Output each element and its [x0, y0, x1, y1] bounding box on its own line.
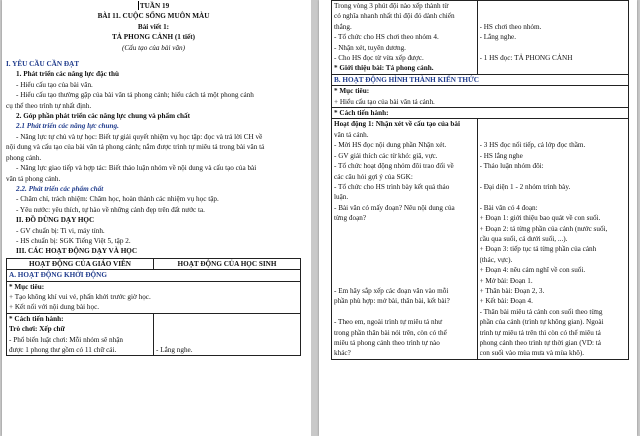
game-title: Trò chơi: Xếp chữ	[9, 325, 65, 334]
text-line: phần của cảnh (trình tự không gian). Ngoài	[479, 318, 604, 327]
lesson-part: Bài viết 1:	[137, 22, 170, 31]
text-line: + Tạo không khí vui vẻ, phấn khởi trước giờ học.	[9, 292, 151, 301]
text-line: + Kết bài: Đoạn 4.	[479, 297, 533, 306]
teacher-cell	[332, 119, 478, 359]
table-row	[332, 1, 629, 75]
text-line: + Đoạn 2: tả từng phần của cảnh (nước suối,	[479, 224, 608, 233]
objective-cell	[332, 86, 629, 108]
section-2-1-heading: 2.1 Phát triển các năng lực chung.	[16, 122, 119, 131]
text-line: - Hiểu cấu tạo của bài văn.	[16, 80, 93, 89]
text-line: - Tổ chức cho HS trình bày kết quả thảo	[334, 182, 450, 191]
page-gutter	[311, 0, 319, 436]
text-line: - Yêu nước: yêu thích, tự hào về những cảnh đẹp trên đất nước ta.	[16, 205, 205, 214]
table-row	[7, 270, 301, 281]
text-line: - GV chuẩn bị: Ti vi, máy tính.	[16, 226, 105, 235]
table-row	[7, 281, 301, 313]
text-line: - HS chơi theo nhóm.	[479, 22, 542, 31]
table-row	[332, 119, 629, 359]
text-line: có nghĩa nhanh nhất thì đội đó dành chiến	[334, 12, 455, 21]
text-line: - Năng lực tự chủ và tự học: Biết tự giải quyết nhiệm vụ học tập: đọc và trả lời CH về	[16, 132, 263, 141]
text-line: văn tả cảnh.	[334, 130, 369, 139]
text-line: - Thân bài miêu tả cảnh con suối theo từng	[479, 307, 603, 316]
text-line: thắng.	[334, 22, 352, 31]
text-line: + Đoạn 4: nêu cảm nghĩ về con suối.	[479, 266, 586, 275]
text-line: - 1 HS đọc: TẢ PHONG CẢNH	[479, 54, 573, 63]
lesson-subtitle: (Cấu tạo của bài văn)	[121, 43, 186, 52]
text-line: + Đoạn 3: tiếp tục tả từng phần của cảnh	[479, 245, 597, 254]
text-line: con suối vào mùa mưa và mùa khô).	[479, 349, 585, 358]
document-page-2[interactable]	[319, 0, 637, 436]
text-line: phong cảnh theo trình tự thời gian (VD: tả	[479, 339, 601, 347]
text-line: cụ thể theo trình tự nhất định.	[6, 101, 92, 110]
text-line: - Em hãy sắp xếp các đoạn văn vào mỗi	[334, 286, 449, 295]
activity-a-heading: A. HOẠT ĐỘNG KHỞI ĐỘNG	[7, 270, 301, 281]
page-2-content	[331, 0, 629, 360]
teacher-cell	[7, 313, 154, 356]
intro-line: * Giới thiệu bài: Tả phong cảnh.	[334, 64, 434, 73]
text-line: được 1 phong thư gồm có 11 chữ cái.	[9, 346, 117, 354]
text-line: - Tổ chức cho HS chơi theo nhóm 4.	[334, 33, 439, 42]
procedure-label: * Cách tiến hành:	[332, 108, 629, 119]
student-cell	[477, 1, 628, 75]
text-line: - GV giải thích các từ khó: giã, vực.	[334, 151, 438, 160]
document-page-1[interactable]	[2, 0, 311, 436]
header-teacher: HOẠT ĐỘNG CỦA GIÁO VIÊN	[7, 258, 154, 269]
text-line: + Kết nối với nội dung bài học.	[9, 303, 100, 312]
text-line: - 3 HS đọc nối tiếp, cả lớp đọc thầm.	[479, 141, 586, 150]
lesson-unit-title: BÀI 11. CUỘC SỐNG MUÔN MÀU	[97, 12, 210, 21]
text-line: - Phổ biến luật chơi: Mỗi nhóm sẽ nhận	[9, 335, 123, 344]
text-line: phần phù hợp: mở bài, thân bài, kết bài?	[334, 297, 450, 306]
text-line: trong phần thân bài nói trên, còn có thể	[334, 328, 447, 337]
activity-1-heading: Hoạt động 1: Nhận xét về cấu tạo của bài	[334, 120, 460, 129]
table-row	[332, 74, 629, 85]
text-line: - HS lắng nghe	[479, 151, 523, 160]
table-row	[332, 86, 629, 108]
text-line: các câu hỏi gợi ý của SGK:	[334, 172, 413, 181]
teacher-cell	[332, 1, 478, 75]
text-line: luận.	[334, 193, 349, 202]
text-line: - Chăm chỉ, trách nhiệm: Chăm học, hoàn thành các nhiệm vụ học tập.	[16, 195, 219, 204]
objective-label: * Mục tiêu:	[9, 282, 45, 291]
text-line: - Bài văn có mấy đoạn? Nêu nội dung của	[334, 203, 455, 212]
table-header-row	[7, 258, 301, 269]
text-line: phong cảnh.	[6, 153, 42, 162]
procedure-label: * Cách tiến hành:	[9, 314, 64, 323]
text-line: trình tự miêu tả trên thì còn có thể miêu tả	[479, 328, 601, 337]
section-2-2-heading: 2.2. Phát triển các phẩm chất	[16, 184, 104, 193]
text-line: nội dung và cấu tạo của bài văn tả phong cảnh; nắm được trình tự miêu tả trong bài văn tả	[6, 143, 265, 152]
lesson-title: TẢ PHONG CẢNH (1 tiết)	[111, 33, 196, 42]
text-line: từng đoạn?	[334, 214, 367, 223]
text-line: - Theo em, ngoài trình tự miêu tả như	[334, 318, 443, 327]
objective-label: * Mục tiêu:	[334, 87, 370, 96]
text-line: + Đoạn 1: giới thiệu bao quát về con suối.	[479, 214, 601, 223]
table-row	[332, 108, 629, 119]
objective-cell	[7, 281, 301, 313]
page-1-content	[6, 0, 301, 356]
section-3-heading: III. CÁC HOẠT ĐỘNG DẠY VÀ HỌC	[16, 247, 138, 256]
text-line: khác?	[334, 349, 351, 358]
text-line: - Lắng nghe.	[156, 346, 193, 354]
text-line: cầu qua suối, cá dưới suối, ...).	[479, 234, 568, 243]
text-line: Trong vòng 3 phút đội nào xếp thành từ	[334, 2, 449, 10]
text-line: - Đại diện 1 - 2 nhóm trình bày.	[479, 182, 571, 191]
text-line: văn tả phong cảnh.	[6, 174, 61, 183]
text-line: - Bài văn có 4 đoạn:	[479, 203, 538, 212]
text-line: miêu tả phong cảnh theo trình tự nào	[334, 339, 440, 347]
activity-table-page-2	[331, 0, 629, 360]
text-line: - Hiểu cấu tạo thường gặp của bài văn tả phong cảnh; hiểu cách tả một phong cảnh	[16, 91, 254, 100]
text-line: - Nhận xét, tuyên dương.	[334, 43, 406, 52]
text-line: - Cho HS đọc từ vừa xếp được.	[334, 54, 424, 63]
text-line: + Thân bài: Đoạn 2, 3.	[479, 286, 545, 295]
student-cell	[154, 313, 301, 356]
student-cell	[477, 119, 628, 359]
text-line: - Năng lực giao tiếp và hợp tác: Biết thảo luận nhóm về nội dung và cấu tạo của bài	[16, 164, 257, 173]
text-line: - Tổ chức hoạt động nhóm đôi trao đổi về	[334, 162, 454, 171]
text-line: - Lắng nghe.	[479, 33, 517, 42]
text-line: + Mở bài: Đoạn 1.	[479, 276, 533, 285]
section-2-heading: II. ĐỒ DÙNG DẠY HỌC	[16, 216, 95, 225]
text-line: - Mời HS đọc nội dung phần Nhận xét.	[334, 141, 447, 150]
section-1-2-heading: 2. Góp phần phát triển các năng lực chung và phẩm chất	[16, 112, 191, 121]
text-line: - HS chuẩn bị: SGK Tiếng Việt 5, tập 2.	[16, 236, 131, 245]
activity-b-heading: B. HOẠT ĐỘNG HÌNH THÀNH KIẾN THỨC	[332, 74, 629, 85]
text-cursor	[138, 1, 139, 10]
text-line: + Hiểu cấu tạo của bài văn tả cảnh.	[334, 97, 435, 106]
activity-table-page-1	[6, 258, 301, 357]
table-row	[7, 313, 301, 356]
section-1-heading: I. YÊU CẦU CẦN ĐẠT	[6, 60, 80, 69]
week-heading: TUẦN 19	[139, 2, 170, 10]
text-line: - Thảo luận nhóm đôi:	[479, 162, 544, 171]
section-1-1-heading: 1. Phát triển các năng lực đặc thù	[16, 70, 119, 79]
header-student: HOẠT ĐỘNG CỦA HỌC SINH	[154, 258, 301, 269]
text-line: (thác, vực).	[479, 255, 513, 264]
